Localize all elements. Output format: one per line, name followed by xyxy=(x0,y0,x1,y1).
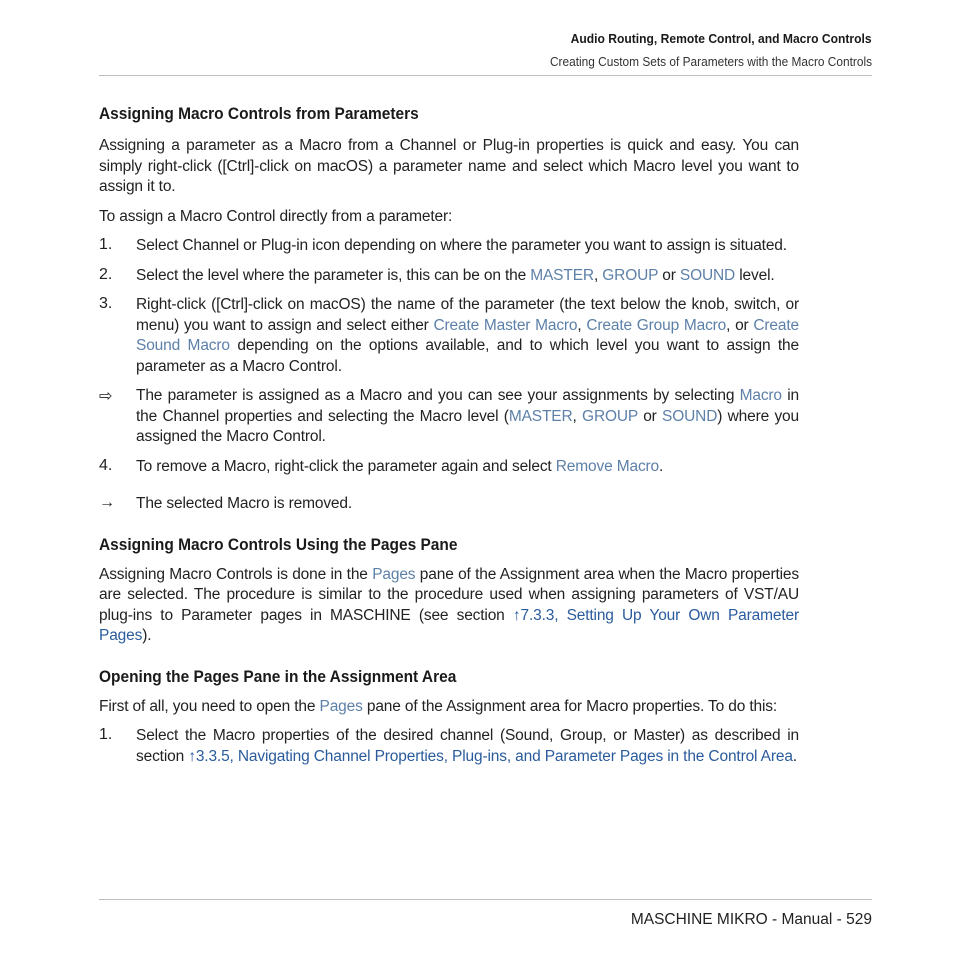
header-divider xyxy=(99,75,872,76)
section-title: Creating Custom Sets of Parameters with the Macro Controls xyxy=(549,55,872,69)
paragraph-pages-pane: Assigning Macro Controls is done in the Pages pane of the Assignment area when the Macro properties are selected. The procedure is similar to the procedure used when assigning parameters of VST/AU plug-ins to Parameter pages in MASCHINE (see section ↑7.3.3, Setting Up Your Own Parameter Pages). xyxy=(99,565,800,644)
step-4 xyxy=(99,457,799,478)
step-1 xyxy=(99,236,799,257)
chapter-title: Audio Routing, Remote Control, and Macro Controls xyxy=(571,31,872,46)
step-number: 3. xyxy=(99,295,113,312)
ui-label-sound: SOUND xyxy=(662,407,718,425)
step-number: 2. xyxy=(99,265,113,283)
result-2 xyxy=(99,494,799,515)
step-3 xyxy=(99,295,799,377)
heading-using-pages-pane: Assigning Macro Controls Using the Pages Pane xyxy=(99,534,458,554)
ui-label-create-sound-macro: Create Sound Macro xyxy=(136,316,799,354)
ui-label-group: GROUP xyxy=(602,266,659,284)
cross-reference-link[interactable]: ↑3.3.5, Navigating Channel Properties, Plug-ins, and Parameter Pages in the Control Area xyxy=(188,747,793,765)
ui-label-pages: Pages xyxy=(372,565,416,583)
paragraph-lead: To assign a Macro Control directly from a parameter: xyxy=(99,207,453,225)
step-number: 1. xyxy=(99,726,113,743)
page-body xyxy=(99,103,799,767)
cross-reference-link[interactable]: ↑7.3.3, Setting Up Your Own Parameter Pages xyxy=(99,606,799,644)
ui-label-macro: Macro xyxy=(739,387,782,404)
paragraph-opening: First of all, you need to open the Pages pane of the Assignment area for Macro properties. To do this: xyxy=(99,697,778,715)
step-text: Select the Macro properties of the desired channel (Sound, Group, or Master) as described in section ↑3.3.5, Navigating Channel Properties, Plug-ins, and Parameter Pages in the Control Area. xyxy=(136,727,799,765)
result-text: The parameter is assigned as a Macro and you can see your assignments by selecting Macro in the Channel properties and selecting the Macro level (MASTER, GROUP or SOUND) where you assigned the Macro Control. xyxy=(136,387,799,445)
paragraph-intro: Assigning a parameter as a Macro from a Channel or Plug-in properties is quick and easy. You can simply right-click ([Ctrl]-click on macOS) a parameter name and select which Macro level you want to assign it to. xyxy=(99,137,799,195)
step-text: To remove a Macro, right-click the parameter again and select Remove Macro. xyxy=(136,457,664,475)
ui-label-create-group-macro: Create Group Macro xyxy=(586,316,727,334)
ui-label-pages: Pages xyxy=(319,697,363,715)
step-number: 4. xyxy=(99,456,113,474)
step-text: Select the level where the parameter is, this can be on the MASTER, GROUP or SOUND level. xyxy=(136,266,775,284)
step-number: 1. xyxy=(99,236,113,253)
step-1-open xyxy=(99,726,799,767)
ui-label-remove-macro: Remove Macro xyxy=(555,457,660,475)
heading-assigning-from-parameters: Assigning Macro Controls from Parameters xyxy=(99,104,419,123)
result-arrow-icon: → xyxy=(99,494,115,511)
result-1 xyxy=(99,386,799,448)
ui-label-create-master-macro: Create Master Macro xyxy=(433,316,578,334)
ui-label-group: GROUP xyxy=(582,407,638,425)
result-text: The selected Macro is removed. xyxy=(136,495,353,512)
step-text: Select Channel or Plug-in icon depending on where the parameter you want to assign is situated. xyxy=(136,237,787,254)
footer-divider xyxy=(99,899,872,900)
heading-opening-pages-pane: Opening the Pages Pane in the Assignment Area xyxy=(99,666,457,686)
result-arrow-icon: ⇨ xyxy=(99,388,113,405)
footer-page-info: MASCHINE MIKRO - Manual - 529 xyxy=(630,911,872,928)
step-2 xyxy=(99,266,799,287)
ui-label-master: MASTER xyxy=(508,407,573,425)
step-text: Right-click ([Ctrl]-click on macOS) the name of the parameter (the text below the knob, switch, or menu) you want to assign and select either Create Master Macro, Create Group Macro, or Create Sound Macro depending on the options available, and to which level you want to assign the parameter as a Macro Control. xyxy=(136,296,799,375)
ui-label-sound: SOUND xyxy=(679,266,736,284)
ui-label-master: MASTER xyxy=(530,266,594,284)
